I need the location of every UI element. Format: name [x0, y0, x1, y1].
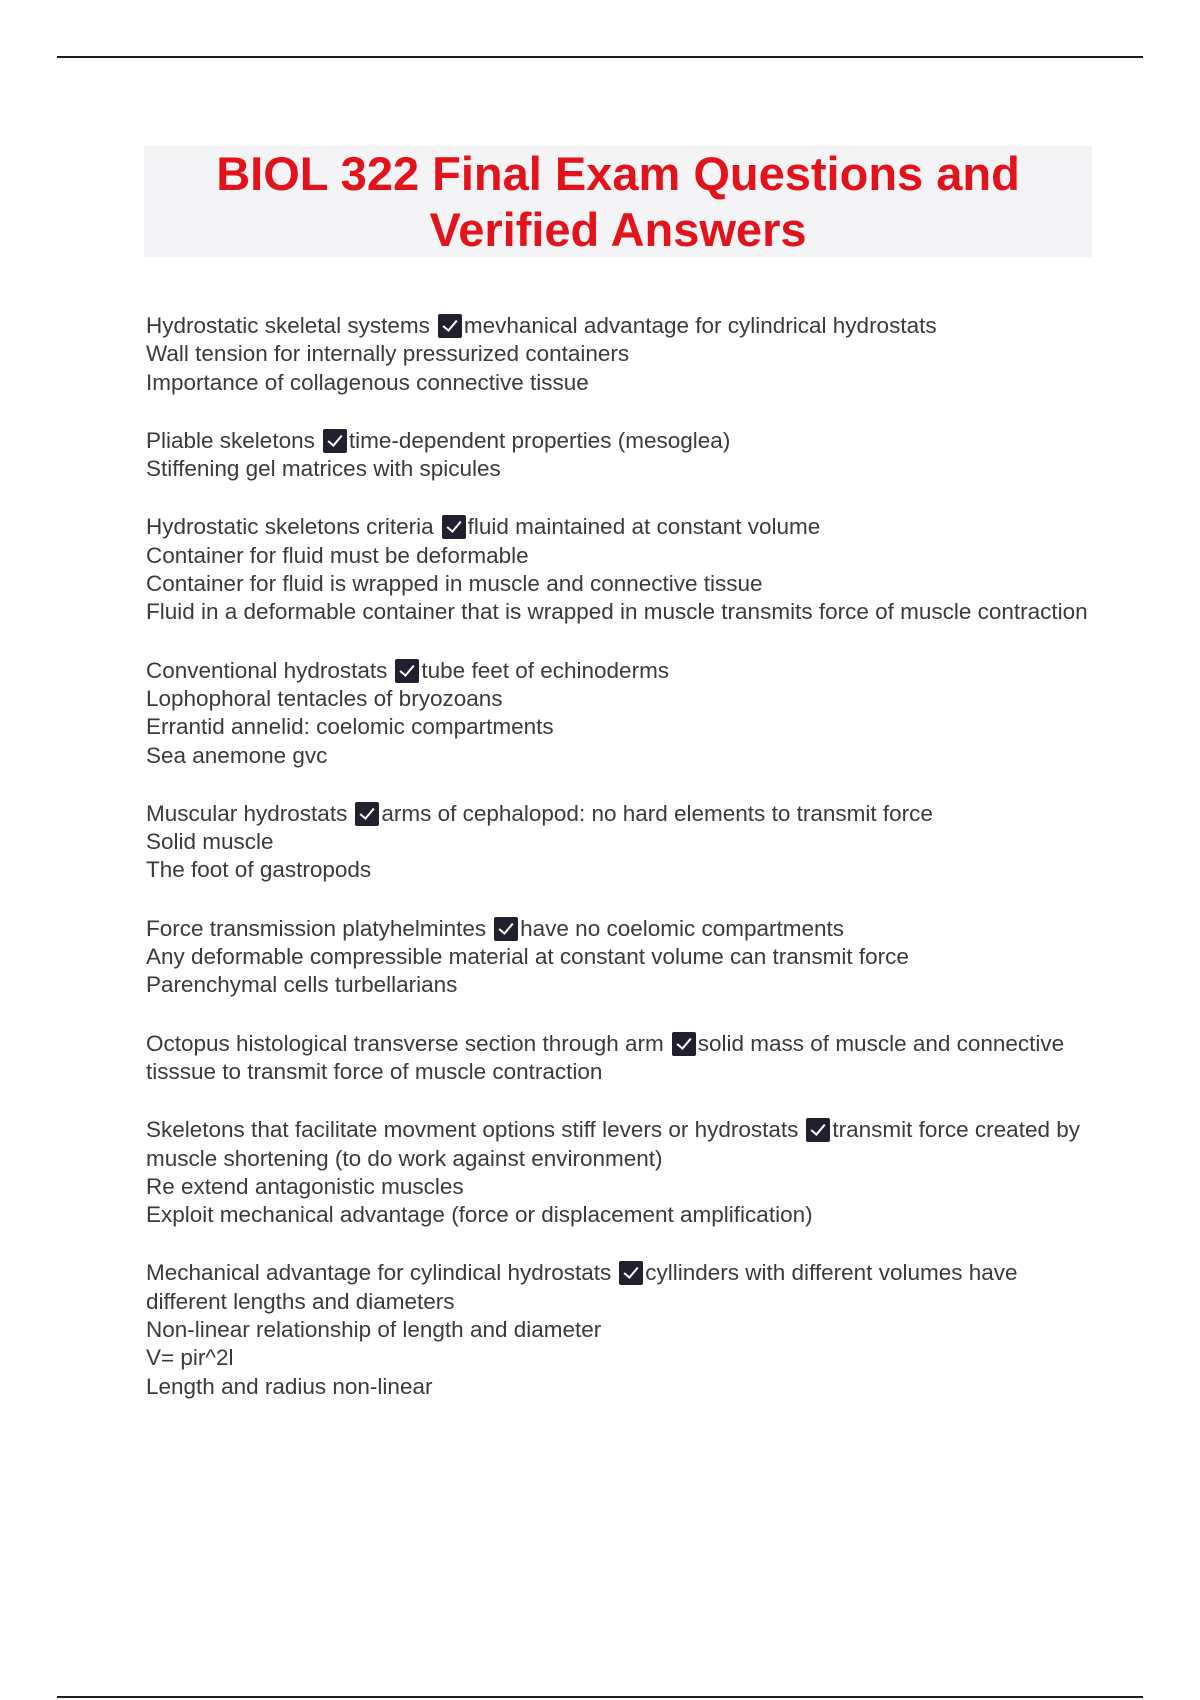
qa-answer-line: Errantid annelid: coelomic compartments [146, 714, 554, 740]
qa-term: Octopus histological transverse section through arm [146, 1030, 664, 1056]
qa-term: Conventional hydrostats [146, 657, 388, 683]
qa-answer-line: Fluid in a deformable container that is wrapped in muscle transmits force of muscle contraction [146, 599, 1088, 625]
checkmark-icon [438, 314, 462, 338]
qa-first-line [146, 312, 1096, 340]
qa-list [146, 312, 1096, 1431]
qa-answer: time-dependent properties (mesoglea) [348, 427, 731, 453]
qa-term: Pliable skeletons [146, 427, 315, 453]
qa-first-line [146, 800, 1096, 828]
checkmark-icon [672, 1032, 696, 1056]
qa-answer: cyllinders with different volumes have different lengths and diameters [146, 1260, 1024, 1314]
checkmark-icon [355, 802, 379, 826]
qa-answer-line: V= pir^2l [146, 1345, 234, 1371]
qa-term: Hydrostatic skeletons criteria [146, 514, 434, 540]
qa-answer-line: Sea anemone gvc [146, 742, 328, 768]
qa-term: Mechanical advantage for cylindical hydrostats [146, 1260, 612, 1286]
qa-item [146, 915, 1096, 1000]
qa-item [146, 1259, 1096, 1400]
qa-answer: solid mass of muscle and connective tisssue to transmit force of muscle contraction [146, 1030, 1071, 1084]
qa-answer-line: Lophophoral tentacles of bryozoans [146, 685, 503, 711]
qa-item [146, 1116, 1096, 1229]
document-title: BIOL 322 Final Exam Questions and Verified Answers [216, 146, 1020, 256]
qa-answer-line: Importance of collagenous connective tissue [146, 369, 589, 395]
qa-term: Muscular hydrostats [146, 800, 348, 826]
qa-first-line [146, 657, 1096, 685]
qa-first-line [146, 427, 1096, 455]
qa-answer: arms of cephalopod: no hard elements to transmit force [381, 800, 933, 826]
qa-item [146, 1030, 1096, 1087]
qa-term: Force transmission platyhelmintes [146, 915, 487, 941]
checkmark-icon [806, 1118, 830, 1142]
qa-first-line [146, 915, 1096, 943]
qa-answer-line: Parenchymal cells turbellarians [146, 972, 458, 998]
checkmark-icon [619, 1261, 643, 1285]
checkmark-icon [323, 429, 347, 453]
qa-first-line [146, 1259, 1096, 1316]
qa-answer: transmit force created by muscle shortening (to do work against environment) [146, 1117, 1087, 1171]
qa-answer-line: Wall tension for internally pressurized containers [146, 341, 630, 367]
qa-first-line [146, 1116, 1096, 1173]
qa-answer-line: Exploit mechanical advantage (force or displacement amplification) [146, 1202, 813, 1228]
qa-item [146, 800, 1096, 885]
qa-answer-line: Container for fluid must be deformable [146, 542, 529, 568]
checkmark-icon [395, 659, 419, 683]
qa-answer-line: Re extend antagonistic muscles [146, 1173, 464, 1199]
qa-term: Hydrostatic skeletal systems [146, 313, 430, 338]
header-rule [57, 56, 1143, 58]
qa-answer-line: Any deformable compressible material at constant volume can transmit force [146, 944, 909, 970]
title-banner [144, 146, 1092, 257]
qa-answer: mevhanical advantage for cylindrical hydrostats [463, 313, 937, 338]
qa-item [146, 312, 1096, 397]
checkmark-icon [442, 515, 466, 539]
qa-first-line [146, 1030, 1096, 1087]
qa-first-line [146, 513, 1096, 541]
qa-answer: tube feet of echinoderms [421, 657, 670, 683]
qa-answer: have no coelomic compartments [520, 915, 845, 941]
qa-answer-line: Non-linear relationship of length and diameter [146, 1317, 602, 1343]
qa-answer-line: Solid muscle [146, 829, 274, 855]
qa-answer: fluid maintained at constant volume [467, 514, 821, 540]
qa-item [146, 657, 1096, 770]
checkmark-icon [494, 917, 518, 941]
footer-rule [57, 1696, 1143, 1698]
qa-answer-line: Stiffening gel matrices with spicules [146, 456, 501, 482]
qa-answer-line: Length and radius non-linear [146, 1373, 433, 1399]
qa-term: Skeletons that facilitate movment options stiff levers or hydrostats [146, 1117, 799, 1143]
qa-answer-line: Container for fluid is wrapped in muscle and connective tissue [146, 571, 763, 597]
qa-item [146, 513, 1096, 626]
qa-answer-line: The foot of gastropods [146, 857, 372, 883]
qa-item [146, 427, 1096, 484]
